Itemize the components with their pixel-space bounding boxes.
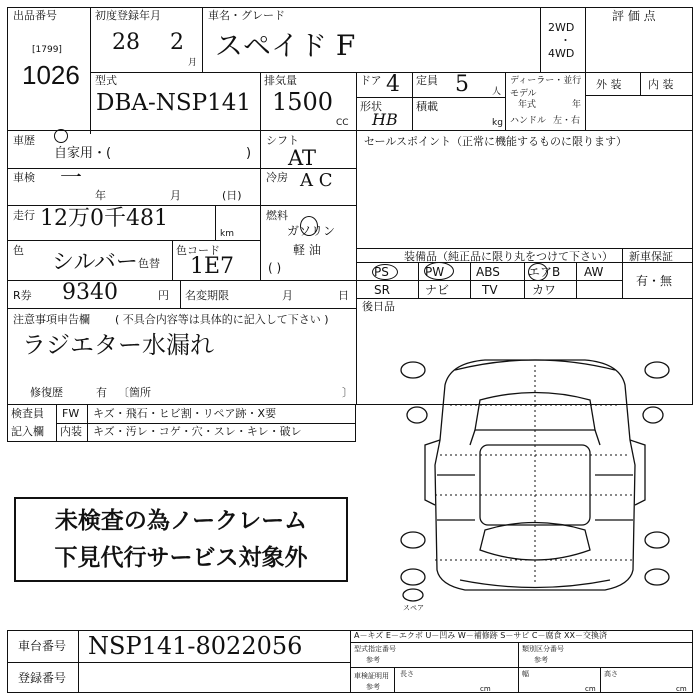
fuel-diesel: 軽 油 <box>293 243 321 257</box>
equipment-label: 装備品（純正品に限り丸をつけて下さい） <box>404 250 613 263</box>
color-change-label: 色替 <box>138 257 160 270</box>
inspection-dash: 一 <box>60 166 83 191</box>
handle-options: 左・右 <box>553 116 581 126</box>
color-code-label: 色コード <box>176 244 220 257</box>
spare-label: スペア <box>403 604 424 612</box>
divider <box>600 667 601 693</box>
doors-value: 4 <box>386 72 400 97</box>
year-unit: 年 <box>572 100 582 110</box>
handle-label: ハンドル <box>510 116 547 126</box>
use-close: ) <box>246 146 252 161</box>
divider <box>202 7 203 72</box>
length-label: 長さ <box>400 670 414 678</box>
dealer-label: ディーラー・並行 <box>510 76 582 86</box>
cc-unit: CC <box>336 118 349 128</box>
divider <box>350 642 693 643</box>
inspection-month: 月 <box>170 189 181 202</box>
divider <box>215 205 216 240</box>
use-circle <box>54 129 68 143</box>
car-name-value: スペイド F <box>215 29 356 62</box>
divider <box>622 248 623 298</box>
equipment-item: PS <box>374 265 389 279</box>
divider <box>7 308 356 309</box>
new-car-value: 有・無 <box>636 274 673 288</box>
capacity-label: 定員 <box>416 74 438 87</box>
divider <box>394 667 395 693</box>
equipment-item: カワ <box>532 283 557 297</box>
divider <box>90 7 91 134</box>
lot-number: 1026 <box>22 60 80 90</box>
repair-label: 修復歴 <box>30 386 63 399</box>
divider <box>7 240 260 241</box>
interior-check-label: 内装 <box>60 425 82 438</box>
color-label: 色 <box>13 244 24 257</box>
color-value: シルバー <box>52 250 138 275</box>
lot-number-label: 出品番号 <box>13 9 57 22</box>
divider <box>356 248 693 249</box>
divider <box>172 240 173 280</box>
equipment-item: ナビ <box>425 283 450 297</box>
mileage-label: 走行 <box>13 209 35 222</box>
divider <box>260 72 261 130</box>
equipment-item: エアB <box>528 265 561 279</box>
fuel-label: 燃料 <box>266 209 288 222</box>
fuel-gasoline: ガソリン <box>287 224 336 238</box>
width-label: 幅 <box>522 670 529 678</box>
month-unit: 月 <box>188 58 198 68</box>
r-value: 9340 <box>62 280 118 305</box>
divider <box>7 280 356 281</box>
model-year-label: モデル <box>510 89 537 99</box>
ps-circle <box>372 264 398 280</box>
divider <box>7 130 693 131</box>
divider <box>56 404 57 442</box>
shape-label: 形状 <box>360 100 382 113</box>
cert-reference: 参考 <box>366 683 380 691</box>
shift-label: シフト <box>266 134 299 147</box>
shift-value: AT <box>288 146 317 170</box>
name-change-month: 月 <box>282 289 293 302</box>
notice-label: 注意事項申告欄 <box>13 313 90 326</box>
equipment-item: TV <box>482 283 498 297</box>
drive-dot: ・ <box>560 34 571 47</box>
color-code-value: 1E7 <box>190 254 235 279</box>
cm-unit-3: cm <box>676 685 687 693</box>
divider <box>576 262 577 298</box>
equipment-item: AW <box>584 265 604 279</box>
kg-unit: kg <box>492 118 503 128</box>
displacement-label: 排気量 <box>264 74 297 87</box>
height-label: 高さ <box>604 670 618 678</box>
fuel-other: ( ) <box>268 261 282 275</box>
divider <box>412 72 413 130</box>
km-unit: km <box>220 229 234 239</box>
stamp-line-2: 下見代行サービス対象外 <box>54 545 308 571</box>
stamp-line-1: 未検査の為ノークレーム <box>54 508 308 534</box>
ac-value: A C <box>300 170 333 191</box>
divider <box>350 630 351 693</box>
year-label: 年式 <box>518 100 537 110</box>
airbag-circle <box>528 263 548 281</box>
divider <box>180 280 181 308</box>
divider <box>470 262 471 298</box>
doors-label: ドア <box>360 74 382 87</box>
divider <box>356 97 505 98</box>
lot-small-number: [1799] <box>32 45 62 55</box>
exterior-label: 外 装 <box>596 78 622 91</box>
pw-circle <box>424 262 454 280</box>
fw-text: キズ・飛石・ヒビ割・リペア跡・X要 <box>93 407 277 420</box>
mileage-value: 12万0千481 <box>40 206 168 231</box>
fw-label: FW <box>62 407 80 420</box>
notice-value: ラジエター水漏れ <box>22 331 214 359</box>
entry-label: 記入欄 <box>11 425 44 438</box>
divider <box>585 7 586 130</box>
first-registration-month: 2 <box>170 30 184 55</box>
cert-label: 車検証明用 <box>354 672 389 680</box>
repair-place: 〔箇所 <box>118 386 151 399</box>
divider <box>356 298 693 299</box>
repair-yes: 有 <box>96 386 107 399</box>
divider <box>524 262 525 298</box>
capacity-unit: 人 <box>492 87 502 97</box>
yen-unit: 円 <box>158 289 169 302</box>
reference-label: 参考 <box>366 656 380 664</box>
divider <box>418 262 419 298</box>
divider <box>540 7 541 72</box>
divider <box>640 72 641 95</box>
divider <box>518 642 519 693</box>
use-value: 自家用・( <box>54 146 112 161</box>
damage-legend: A－キズ E－エクボ U－凹み W－補修跡 S－サビ C－腐食 XX－交換済 <box>354 631 608 640</box>
load-label: 積載 <box>416 100 438 113</box>
chassis-label: 車台番号 <box>18 639 67 653</box>
reference-label-2: 参考 <box>534 656 548 664</box>
cm-unit-2: cm <box>585 685 596 693</box>
first-registration-label: 初度登録年月 <box>95 9 161 22</box>
divider <box>356 280 622 281</box>
divider <box>585 95 693 96</box>
inspection-day: (日) <box>222 189 242 202</box>
inspector-label: 検査員 <box>11 407 44 420</box>
divider <box>356 72 357 130</box>
equipment-item: PW <box>425 265 445 279</box>
score-label: 評 価 点 <box>612 9 656 23</box>
model-label: 型式 <box>95 74 117 87</box>
first-registration-year: 28 <box>112 30 140 55</box>
drive-2wd: 2WD <box>548 21 575 34</box>
inspection-year: 年 <box>95 189 106 202</box>
model-value: DBA-NSP141 <box>96 90 251 116</box>
interior-check-text: キズ・汚レ・コゲ・穴・スレ・キレ・破レ <box>93 425 302 438</box>
model-designation-label: 型式指定番号 <box>354 645 396 653</box>
name-change-day: 日 <box>338 289 349 302</box>
inspection-label: 車検 <box>13 171 35 184</box>
shape-value: HB <box>372 110 398 129</box>
divider <box>505 72 506 130</box>
cm-unit-1: cm <box>480 685 491 693</box>
notice-hint: ( 不具合内容等は具体的に記入して下さい ) <box>115 313 329 326</box>
category-label: 類別区分番号 <box>522 645 564 653</box>
name-change-label: 名変期限 <box>185 289 229 302</box>
repair-close: 〕 <box>342 386 353 399</box>
afterfit-label: 後日品 <box>362 300 395 313</box>
no-claim-stamp <box>14 497 348 582</box>
chassis-value: NSP141-8022056 <box>88 632 303 660</box>
fuel-circle <box>300 216 318 236</box>
ac-label: 冷房 <box>266 171 288 184</box>
divider <box>56 423 356 424</box>
drive-4wd: 4WD <box>548 47 575 60</box>
interior-label: 内 装 <box>648 78 674 91</box>
registration-label: 登録番号 <box>18 671 67 685</box>
divider <box>7 662 350 663</box>
use-label: 車歴 <box>13 134 35 147</box>
sales-point-label: セールスポイント（正常に機能するものに限ります） <box>364 135 628 148</box>
capacity-value: 5 <box>455 72 469 97</box>
r-label: R券 <box>13 289 32 302</box>
displacement-value: 1500 <box>272 88 334 116</box>
new-car-label: 新車保証 <box>629 250 673 263</box>
equipment-item: SR <box>374 283 390 297</box>
divider <box>87 404 88 442</box>
car-name-label: 車名・グレード <box>208 9 285 22</box>
divider <box>350 667 693 668</box>
divider <box>356 130 357 405</box>
car-diagram <box>395 345 675 610</box>
equipment-item: ABS <box>476 265 500 279</box>
